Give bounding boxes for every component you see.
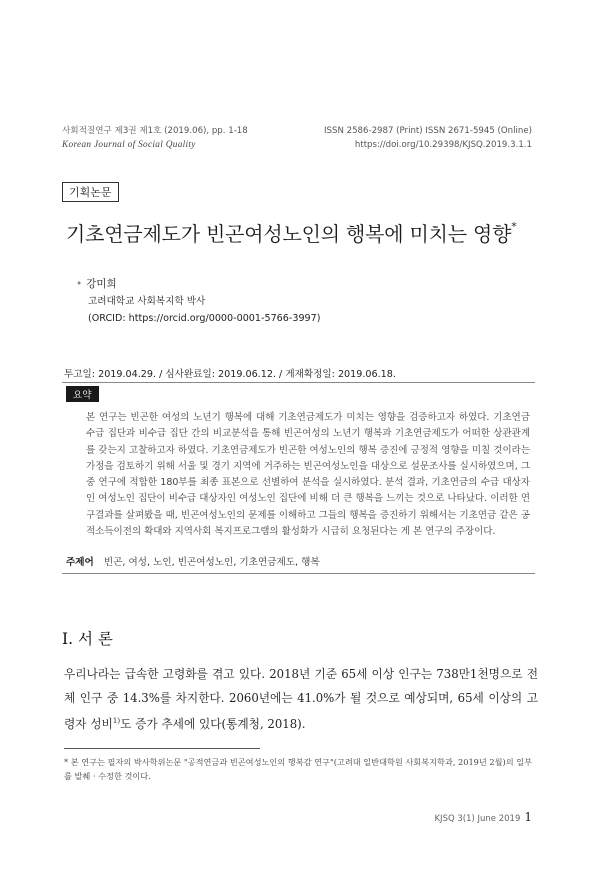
journal-header [62, 124, 248, 152]
abstract-bottom-divider [62, 573, 535, 574]
page-footer [434, 810, 532, 824]
submission-dates: 투고일: 2019.04.29. / 심사완료일: 2019.06.12. / 게재확정일: 2019.06.18. [64, 369, 396, 380]
abstract-label: 요약 [66, 386, 99, 402]
introduction-paragraph [64, 663, 538, 736]
page-number: 1 [524, 810, 532, 824]
footnote-divider [64, 748, 260, 749]
author-name: 강미희 [86, 278, 117, 290]
journal-english-name: Korean Journal of Social Quality [62, 140, 196, 150]
section-heading-introduction: Ⅰ. 서 론 [62, 630, 113, 648]
keywords-label: 주제어 [66, 557, 94, 568]
journal-issue-info: 사회적질연구 제3권 제1호 (2019.06), pp. 1-18 [62, 126, 248, 136]
keywords-line [66, 554, 320, 568]
author-affiliation: 고려대학교 사회복지학 박사 [88, 296, 206, 307]
doi-link[interactable]: https://doi.org/10.29398/KJSQ.2019.3.1.1 [354, 140, 532, 150]
author-info [76, 276, 321, 327]
footnote-text: * 본 연구는 필자의 박사학위논문 "공적연금과 빈곤여성노인의 행복감 연구"(고려대 일반대학원 사회복지학과, 2019년 2월)의 일부를 발췌 · 수정한 것이다. [64, 757, 533, 781]
author-bullet: • [76, 278, 83, 290]
abstract-text: 본 연구는 빈곤한 여성의 노년기 행복에 대해 기초연금제도가 미치는 영향을 검증하고자 하였다. 기초연금 수급 집단과 비수급 집단 간의 비교분석을 통해 빈곤여성의 노년기 행복과 기초연금제도가 어떠한 상관관계를 갖는지 고찰하고자 하였다. 기초연금제도가 빈곤한 여성노인의 행복 증진에 긍정적 영향을 미칠 것이라는 가정을 검토하기 위해 서울 및 경기 지역에 거주하는 빈곤여성노인을 대상으로 설문조사를 실시하였으며, 그 중 연구에 적합한 180부를 최종 표본으로 선별하여 분석을 실시하였다. 분석 결과, 기초연금의 수급 대상자인 여성노인 집단이 비수급 대상자인 여성노인 집단에 비해 더 큰 행복을 느끼는 것으로 나타났다. 이러한 연구결과를 살펴봤을 때, 빈곤여성노인의 문제를 이해하고 그들의 행복을 증진하기 위해서는 기초연금 같은 공적소득이전의 확대와 지역사회 복지프로그램의 활성화가 시급히 요청된다는 게 본 연구의 주장이다. [86, 412, 530, 538]
paper-title-text: 기초연금제도가 빈곤여성노인의 행복에 미치는 영향 [66, 222, 512, 246]
paragraph-text-part2: 도 증가 추세에 있다(통계청, 2018). [120, 716, 306, 731]
article-type-badge: 기획논문 [62, 182, 119, 202]
footer-journal-info: KJSQ 3(1) June 2019 [434, 814, 521, 824]
title-footnote-mark[interactable]: * [511, 220, 517, 234]
abstract-top-divider [62, 382, 535, 383]
issn-info: ISSN 2586-2987 (Print) ISSN 2671-5945 (Online) [324, 126, 532, 136]
keywords-list: 빈곤, 여성, 노인, 빈곤여성노인, 기초연금제도, 행복 [103, 557, 320, 568]
paragraph-text-part1: 우리나라는 급속한 고령화를 겪고 있다. 2018년 기준 65세 이상 인구는 738만1천명으로 전체 인구 중 14.3%를 차지한다. 2060년에는 41.0%가 될 것으로 예상되며, 65세 이상의 고령자 성비 [64, 667, 538, 731]
author-orcid[interactable]: (ORCID: https://orcid.org/0000-0001-5766-3997) [88, 313, 321, 324]
footnote-reference-1[interactable]: 1) [112, 717, 121, 725]
paper-title [66, 218, 517, 247]
issn-doi-block [324, 124, 532, 152]
